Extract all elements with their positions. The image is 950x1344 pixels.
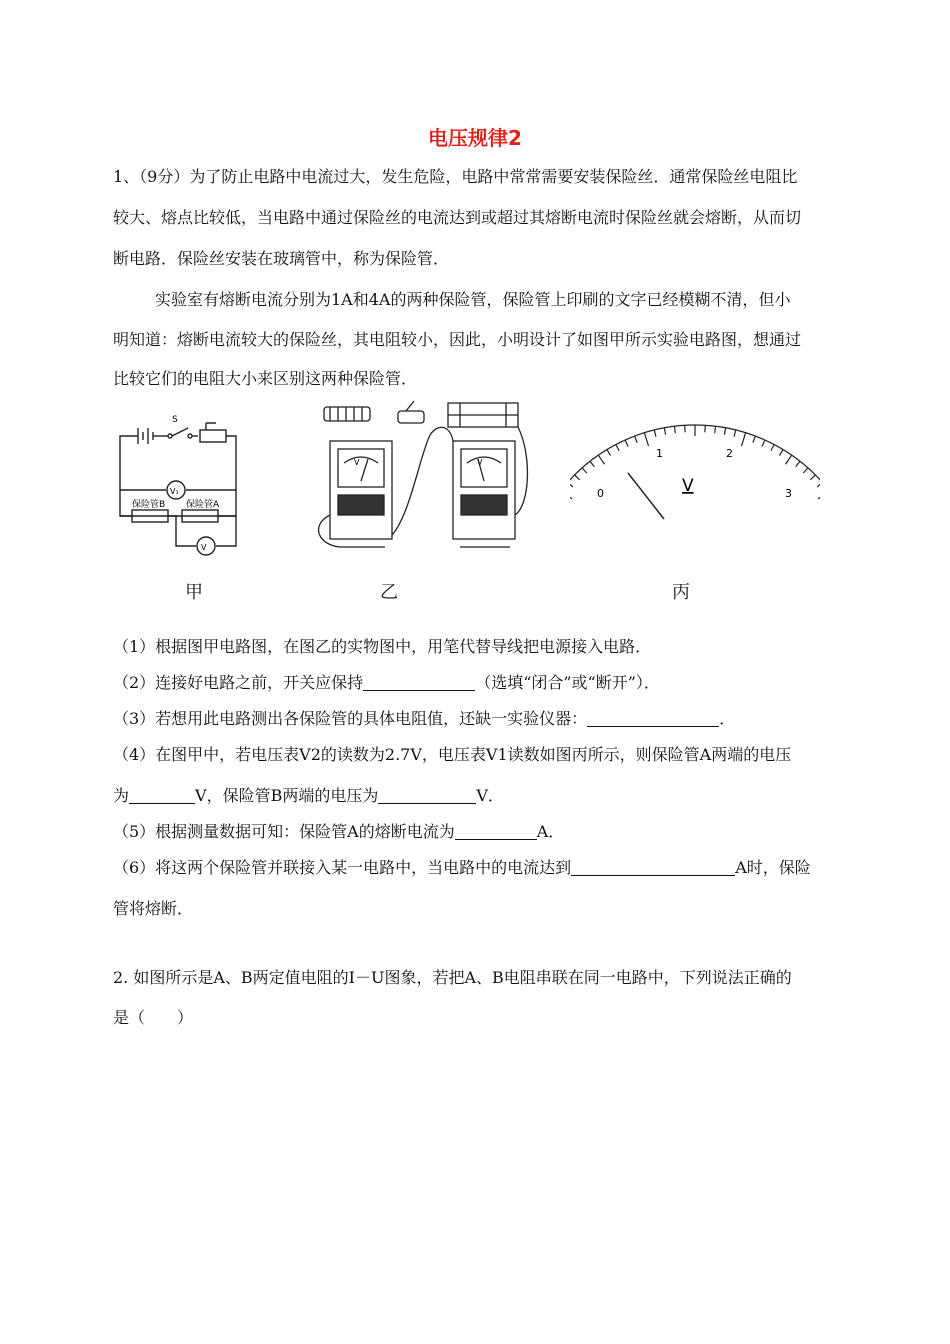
dial-tick-mark: [796, 461, 800, 467]
dial-unit: V: [682, 476, 694, 496]
dial-tick-mark: [817, 482, 820, 487]
battery-box: [324, 407, 370, 421]
dial-tick-mark: [598, 455, 604, 464]
apparatus-figure-yi: [310, 395, 540, 570]
voltmeter-right: [453, 441, 515, 539]
dial-tick-mark: [818, 490, 820, 499]
dial-tick-mark: [570, 490, 572, 499]
fig-label-jia: 甲: [185, 582, 203, 603]
q1-sub-5-text: （5）根据测量数据可知：保险管A的熔断电流为: [113, 822, 455, 841]
dial-tick-mark: [753, 436, 755, 443]
switch-label: S: [172, 415, 178, 425]
page-title: 电压规律2: [428, 126, 522, 150]
dial-tick-mark: [616, 445, 619, 451]
voltmeter-dial-bing: [570, 405, 820, 525]
fuse-a-label: 保险管A: [186, 500, 220, 510]
answer-blank-3[interactable]: [587, 710, 719, 727]
dial-tick-mark: [810, 475, 815, 480]
dial-tick-mark: [724, 428, 725, 435]
q1-sub-4: （4）在图甲中，若电压表V2的读数为2.7V，电压表V1读数如图丙所示，则保险管A两端的电压: [113, 745, 792, 764]
fig-label-yi: 乙: [380, 582, 398, 603]
q1-line-2: 较大、熔点比较低，当电路中通过保险丝的电流达到或超过其熔断电流时保险丝就会熔断，从而切: [113, 208, 802, 227]
dial-tick-mark: [762, 440, 765, 446]
q1-sub-3: [113, 706, 735, 729]
q1-sub-3-text: （3）若想用此电路测出各保险管的具体电阻值，还缺一实验仪器：: [113, 709, 588, 728]
dial-needle: [628, 473, 664, 519]
q1-sub-6-cont: 管将熔断．: [113, 899, 194, 918]
answer-blank-6[interactable]: [571, 859, 735, 876]
q1-sub-2: [113, 670, 660, 693]
dial-tick-mark: [570, 482, 573, 487]
voltmeter-left: [330, 441, 392, 539]
q1-sub-5-tail: A．: [536, 822, 565, 841]
meter-right-v: V: [477, 458, 483, 467]
dial-tick-mark: [771, 445, 774, 451]
v1-label: V₁: [170, 487, 179, 496]
fuse-b-label: 保险管B: [132, 500, 166, 510]
dial-tick-0: 0: [597, 487, 604, 500]
dial-tick-mark: [625, 440, 628, 446]
dial-tick-mark: [664, 428, 665, 435]
q1-sub-4-c: V．: [476, 786, 504, 805]
switch-icon: [398, 411, 424, 423]
dial-tick-1: 1: [656, 447, 663, 460]
q1-sub-6-text: （6）将这两个保险管并联接入某一电路中，当电路中的电流达到: [113, 858, 572, 877]
answer-blank-2[interactable]: [363, 674, 475, 691]
q1-line-1: 1、（9分）为了防止电路中电流过大，发生危险，电路中常常需要安装保险丝．通常保险丝电阻比: [113, 167, 798, 186]
dial-tick-mark: [607, 450, 611, 456]
answer-blank-5[interactable]: [455, 823, 537, 840]
q1-sub-5: [113, 819, 564, 842]
dial-tick-mark: [674, 426, 675, 433]
q2-line-1: 2. 如图所示是A、B两定值电阻的I－U图象，若把A、B电阻串联在同一电路中，下列说法正确的: [113, 968, 792, 987]
answer-blank-4a[interactable]: [129, 787, 195, 804]
q1-sub-6-tail: A时，保险: [735, 858, 811, 877]
dial-tick-mark: [635, 436, 637, 443]
dial-tick-mark: [582, 468, 587, 473]
q2-line-2: 是（ ）: [113, 1008, 194, 1027]
q1-sub-3-tail: ．: [719, 709, 736, 728]
q1-line-3: 断电路．保险丝安装在玻璃管中，称为保险管．: [113, 249, 450, 268]
answer-blank-4b[interactable]: [378, 787, 476, 804]
dial-tick-mark: [734, 430, 736, 437]
q1-sub-2-text: （2）连接好电路之前，开关应保持: [113, 673, 364, 692]
fig-label-bing: 丙: [672, 582, 690, 603]
dial-tick-mark: [803, 468, 808, 473]
q1-line-6: 比较它们的电阻大小来区别这两种保险管．: [113, 369, 418, 388]
dial-tick-mark: [654, 430, 656, 437]
q1-line-4: 实验室有熔断电流分别为1A和4A的两种保险管，保险管上印刷的文字已经模糊不清，但小: [155, 290, 791, 309]
dial-tick-mark: [644, 433, 648, 446]
dial-tick-2: 2: [726, 447, 733, 460]
dial-tick-mark: [741, 433, 745, 446]
dial-tick-mark: [590, 461, 594, 467]
q1-sub-4-cont: [113, 783, 504, 806]
q1-sub-6: [113, 855, 811, 878]
q1-sub-4-b: V，保险管B两端的电压为: [195, 786, 379, 805]
dial-tick-mark: [715, 426, 716, 433]
dial-tick-mark: [785, 455, 791, 464]
dial-tick-mark: [575, 475, 580, 480]
q1-sub-2-tail: （选填“闭合”或“断开”）．: [475, 673, 660, 692]
q1-sub-1: （1）根据图甲电路图，在图乙的实物图中，用笔代替导线把电源接入电路．: [113, 637, 652, 656]
meter-left-v: V: [354, 458, 360, 467]
dial-tick-3: 3: [785, 487, 792, 500]
circuit-diagram-jia: [108, 408, 248, 558]
q1-line-5: 明知道：熔断电流较大的保险丝，其电阻较小，因此，小明设计了如图甲所示实验电路图，想通过: [113, 330, 802, 349]
q1-sub-4-a: 为: [113, 786, 130, 805]
v2-label: V: [201, 543, 207, 552]
dial-tick-mark: [779, 450, 783, 456]
